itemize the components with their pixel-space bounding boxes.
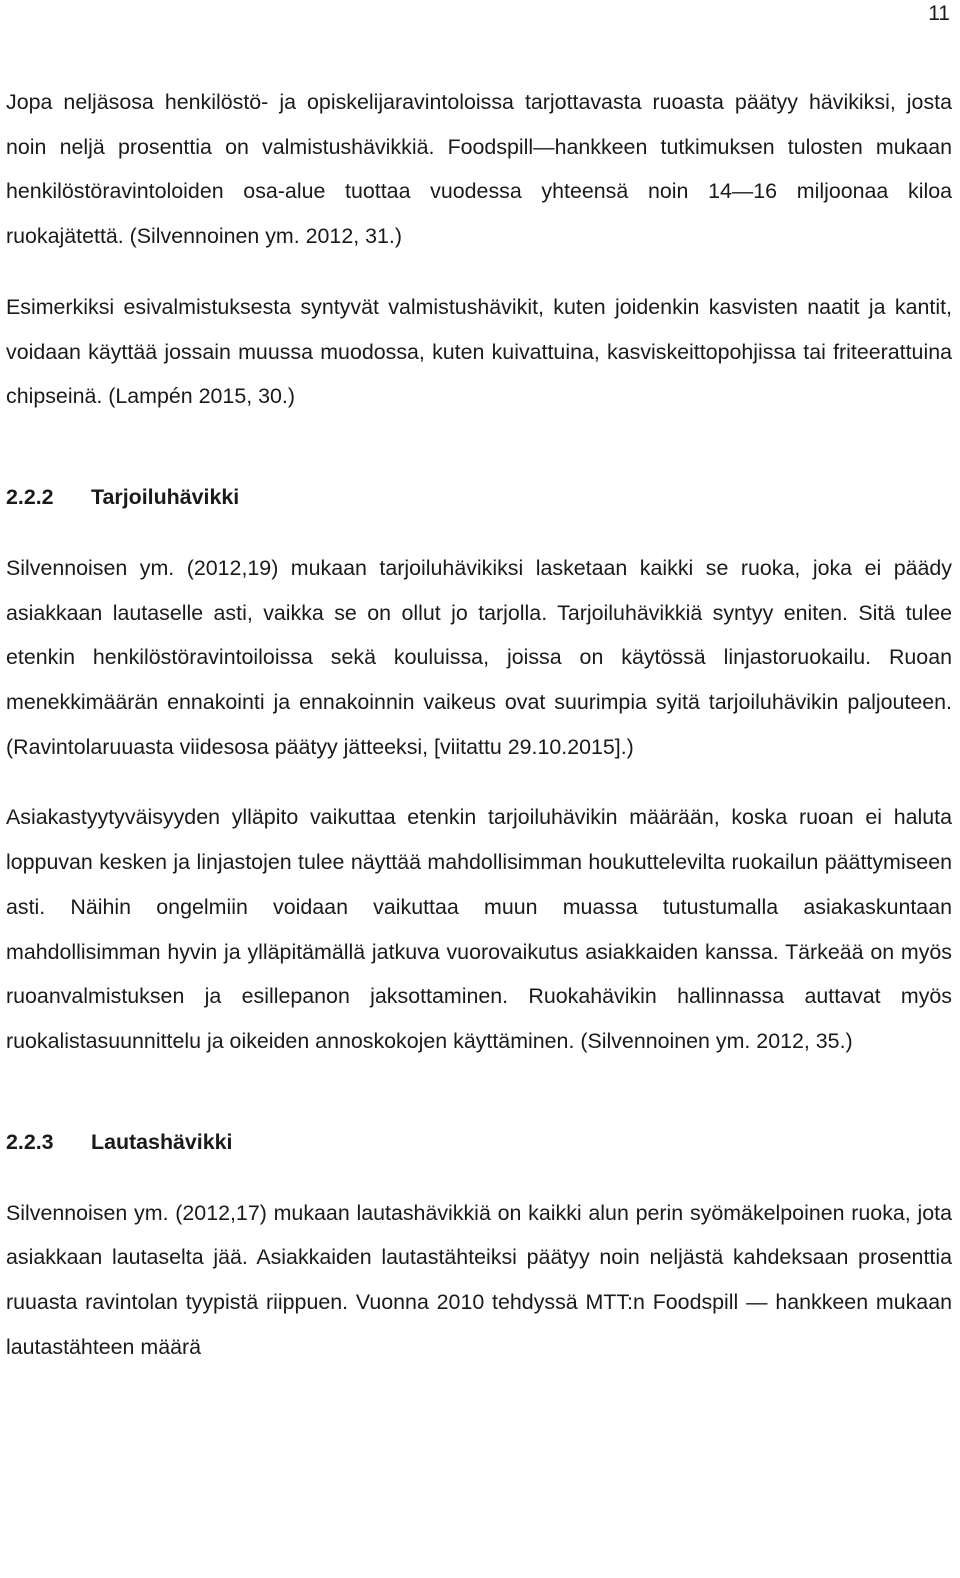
section-heading-serving-waste [6, 482, 952, 512]
paragraph-food-waste-share: Jopa neljäsosa henkilöstö- ja opiskelijaravintoloissa tarjottavasta ruoasta päätyy hävikiksi, josta noin neljä prosenttia on valmistushävikkiä. Foodspill—hankkeen tutkimuksen tulosten mukaan henkilöstöravintoloiden osa-alue tuottaa vuodessa yhteensä noin 14—16 miljoonaa kiloa ruokajätettä. (Silvennoinen ym. 2012, 31.) [6, 90, 952, 249]
section-heading-plate-waste [6, 1127, 952, 1157]
document-body [6, 80, 952, 1369]
section-number: 2.2.2 [6, 484, 54, 509]
paragraph-serving-waste-definition: Silvennoisen ym. (2012,19) mukaan tarjoiluhävikiksi lasketaan kaikki se ruoka, joka ei päädy asiakkaan lautaselle asti, vaikka se on ollut jo tarjolla. Tarjoiluhävikkiä syntyy eniten. Sitä tulee etenkin henkilöstöravintoiloissa sekä kouluissa, joissa on käytössä linjastoruokailu. Ruoan menekkimäärän ennakointi ja ennakoinnin vaikeus ovat suurimpia syitä tarjoiluhävikin paljouteen. (Ravintolaruuasta viidesosa päätyy jätteeksi, [viitattu 29.10.2015].) [6, 555, 952, 759]
section-title: Tarjoiluhävikki [91, 484, 240, 509]
paragraph-customer-satisfaction: Asiakastyytyväisyyden ylläpito vaikuttaa etenkin tarjoiluhävikin määrään, koska ruoan ei haluta loppuvan kesken ja linjastojen tulee näyttää mahdollisimman houkuttelevilta ruokailun päättymiseen asti. Näihin ongelmiin voidaan vaikuttaa muun muassa tutustumalla asiakaskuntaan mahdollisimman hyvin ja ylläpitämällä jatkuva vuorovaikutus asiakkaiden kanssa. Tärkeää on myös ruoanvalmistuksen ja esillepanon jaksottaminen. Ruokahävikin hallinnassa auttavat myös ruokalistasuunnittelu ja oikeiden annoskokojen käyttäminen. (Silvennoinen ym. 2012, 35.) [6, 805, 952, 1053]
paragraph-preparation-waste: Esimerkiksi esivalmistuksesta syntyvät valmistushävikit, kuten joidenkin kasvisten naatit ja kantit, voidaan käyttää jossain muussa muodossa, kuten kuivattuina, kasviskeittopohjissa tai friteerattuina chipseinä. (Lampén 2015, 30.) [6, 294, 952, 409]
page-number: 11 [928, 2, 950, 25]
section-number: 2.2.3 [6, 1129, 54, 1154]
section-title: Lautashävikki [91, 1129, 233, 1154]
paragraph-plate-waste-definition: Silvennoisen ym. (2012,17) mukaan lautashävikkiä on kaikki alun perin syömäkelpoinen ruoka, jota asiakkaan lautaselta jää. Asiakkaiden lautastähteiksi päätyy noin neljästä kahdeksaan prosenttia ruuasta ravintolan tyypistä riippuen. Vuonna 2010 tehdyssä MTT:n Foodspill — hankkeen mukaan lautastähteen määrä [6, 1200, 952, 1359]
